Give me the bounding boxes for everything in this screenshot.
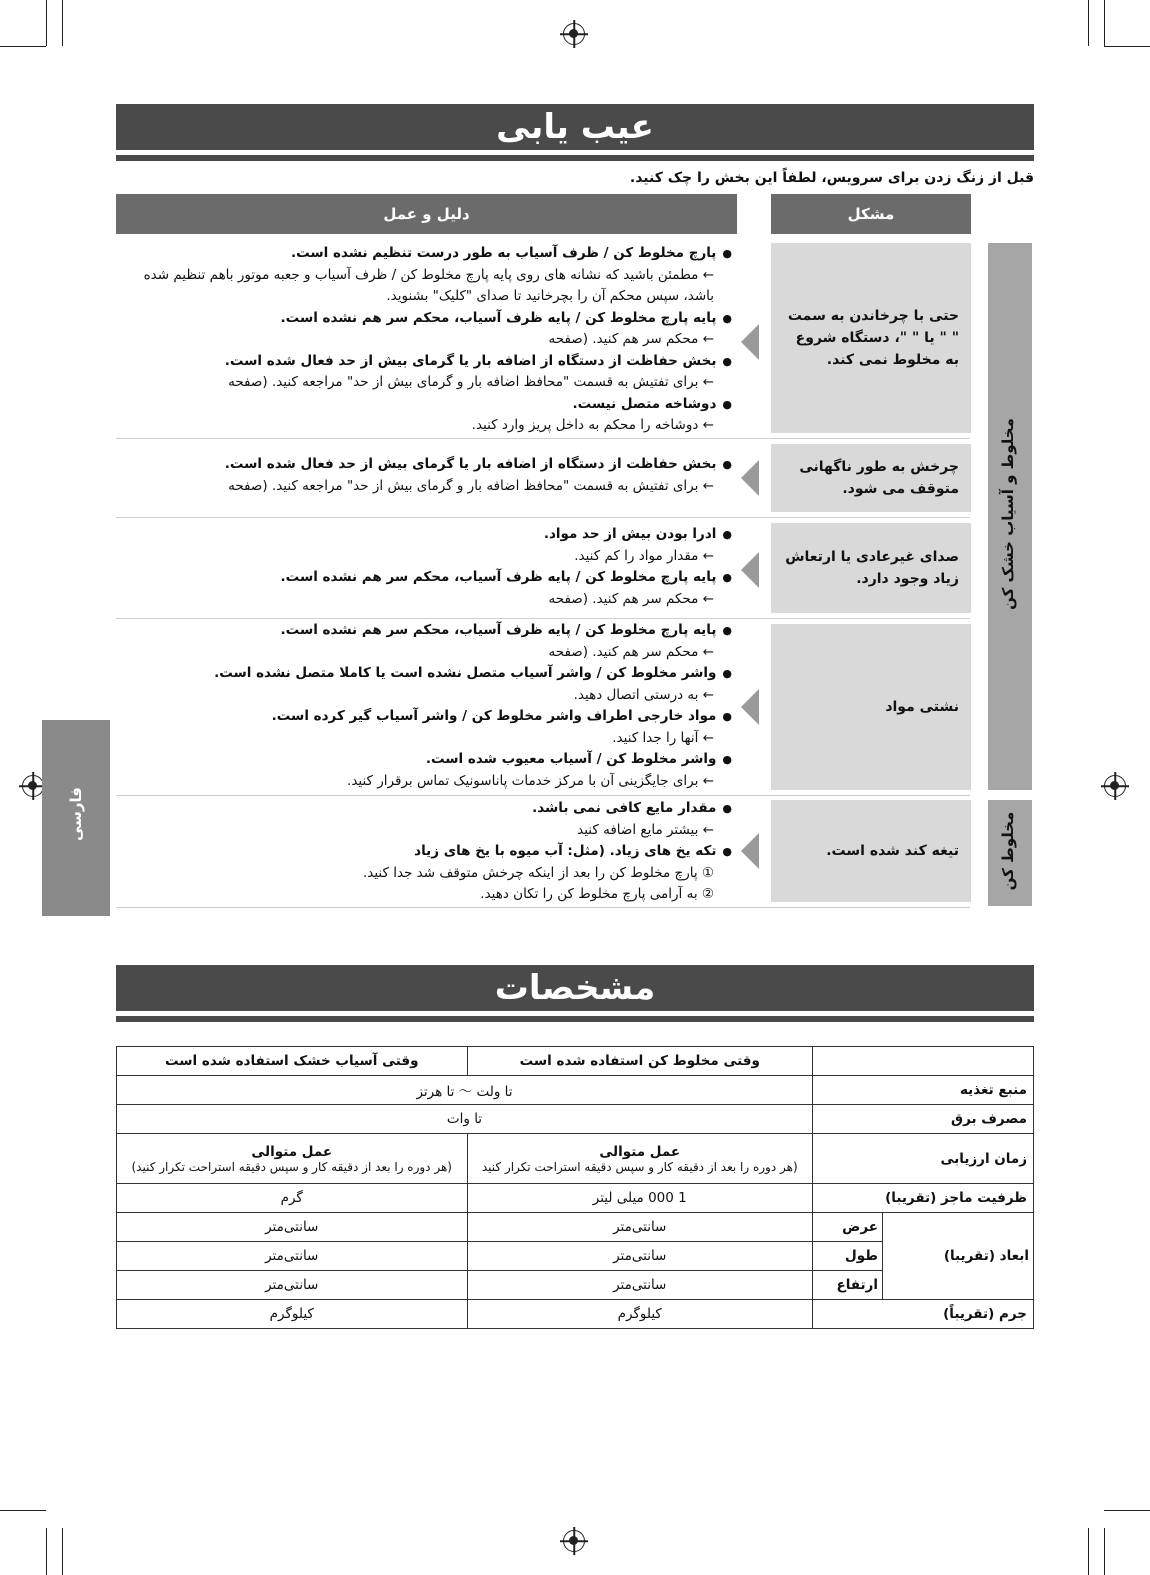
rating-dry-title: عمل متوالی (251, 1143, 333, 1160)
remedy-text: ← مقدار مواد را کم کنید. (118, 546, 732, 568)
cause-text: ● بخش حفاظت از دستگاه از اضافه بار یا گرمای بیش از حد فعال شده است. (118, 351, 732, 373)
height-label: ارتفاع (813, 1271, 883, 1300)
registration-mark-icon (563, 23, 585, 45)
problem-cell: نشتی مواد (771, 624, 971, 790)
dimensions-label: ابعاد (تقریبا) (882, 1213, 1033, 1300)
problem-column-header: مشکل (771, 194, 971, 234)
problem-cell: تیغه کند شده است. (771, 800, 971, 902)
remedy-text: ← برای تفتیش به قسمت "محافظ اضافه بار و گرمای بیش از حد" مراجعه کنید. (صفحه (118, 476, 732, 498)
capacity-dry: گرم (117, 1184, 468, 1213)
arrow-icon (741, 460, 759, 496)
remedy-text: ← به درستی اتصال دهید. (118, 685, 732, 707)
table-row (117, 1300, 1034, 1329)
width-blender: سانتی‌متر (467, 1213, 813, 1242)
col-header-blender: وقتی مخلوط کن استفاده شده است (467, 1047, 813, 1076)
cause-text: ● واشر مخلوط کن / واشر آسیاب متصل نشده است یا کاملا متصل نشده است. (118, 663, 732, 685)
solution-cell (118, 243, 732, 437)
crop-mark (1104, 1510, 1150, 1511)
language-tab (42, 720, 110, 916)
troubleshooting-intro: قبل از زنگ زدن برای سرویس، لطفاً این بخش را چک کنید. (629, 170, 1034, 186)
table-corner (813, 1047, 1034, 1076)
arrow-icon (741, 833, 759, 869)
remedy-text: ← بیشتر مایع اضافه کنید (118, 820, 732, 842)
capacity-blender: 1 000 میلی لیتر (467, 1184, 813, 1213)
crop-mark (46, 1528, 47, 1575)
row-divider (116, 795, 970, 796)
cause-text: ● پایه پارچ مخلوط کن / پایه ظرف آسیاب، محکم سر هم نشده است. (118, 567, 732, 589)
row-divider (116, 517, 970, 518)
solution-cell (118, 454, 732, 497)
remedy-text: ← دوشاخه را محکم به داخل پریز وارد کنید. (118, 415, 732, 437)
problem-cell: صدای غیرعادی یا ارتعاش زیاد وجود دارد. (771, 523, 971, 613)
width-label: عرض (813, 1213, 883, 1242)
rating-blender (467, 1134, 813, 1184)
height-dry: سانتی‌متر (117, 1271, 468, 1300)
problem-cell: چرخش به طور ناگهانی متوقف می شود. (771, 444, 971, 512)
title-underline (116, 155, 1034, 161)
cause-text: ● دوشاخه متصل نیست. (118, 394, 732, 416)
specs-table (116, 1046, 1034, 1329)
weight-dry: کیلوگرم (117, 1300, 468, 1329)
crop-mark (1088, 0, 1089, 46)
cause-text: ● پایه پارچ مخلوط کن / پایه ظرف آسیاب، محکم سر هم نشده است. (118, 308, 732, 330)
group-bar-blend (988, 800, 1032, 906)
registration-mark-icon (1104, 775, 1126, 797)
length-dry: سانتی‌متر (117, 1242, 468, 1271)
row-divider (116, 438, 970, 439)
rating-blender-note: (هر دوره را بعد از دقیقه کار و سپس دقیقه استراحت تکرار کنید (481, 1159, 798, 1174)
length-blender: سانتی‌متر (467, 1242, 813, 1271)
group-bar-dry (988, 243, 1032, 790)
capacity-label: ظرفیت ماجز (تقریبا) (813, 1184, 1034, 1213)
cause-text: ● بخش حفاظت از دستگاه از اضافه بار یا گرمای بیش از حد فعال شده است. (118, 454, 732, 476)
cause-text: ● پارچ مخلوط کن / ظرف آسیاب به طور درست تنظیم نشده است. (118, 243, 732, 265)
cause-text: ● پایه پارچ مخلوط کن / پایه ظرف آسیاب، محکم سر هم نشده است. (118, 620, 732, 642)
table-row (117, 1047, 1034, 1076)
crop-mark (1104, 0, 1105, 46)
cause-text: ● مقدار مایع کافی نمی باشد. (118, 798, 732, 820)
remedy-text: ① پارچ مخلوط کن را بعد از اینکه چرخش متوقف شد جدا کنید. (362, 864, 714, 881)
remedy-text: ← محکم سر هم کنید. (صفحه (118, 589, 732, 611)
rating-label: زمان ارزیابی (813, 1134, 1034, 1184)
remedy-text: ← برای تفتیش به قسمت "محافظ اضافه بار و گرمای بیش از حد" مراجعه کنید. (صفحه (118, 372, 732, 394)
height-blender: سانتی‌متر (467, 1271, 813, 1300)
arrow-icon (741, 324, 759, 360)
rating-blender-title: عمل متوالی (599, 1143, 681, 1160)
power-consumption-label: مصرف برق (813, 1105, 1034, 1134)
power-source-value: تا ولت ～ تا هرتز (117, 1076, 813, 1105)
crop-mark (62, 0, 63, 46)
col-header-dry: وقتی آسیاب خشک استفاده شده است (117, 1047, 468, 1076)
title-underline (116, 1016, 1034, 1022)
power-source-label: منبع تغذیه (813, 1076, 1034, 1105)
table-row (117, 1105, 1034, 1134)
crop-mark (1104, 46, 1150, 47)
crop-mark (62, 1528, 63, 1575)
remedy-text: ← مطمئن باشید که نشانه های روی پایه پارچ مخلوط کن / ظرف آسیاب و جعبه موتور باهم تنظیم شده باشد، سپس محکم آن را بچرخانید تا صدای "کلیک" بشنوید. (118, 265, 732, 308)
solution-cell (118, 620, 732, 792)
crop-mark (0, 1510, 46, 1511)
arrow-icon (741, 552, 759, 588)
remedy-text: ② به آرامی پارچ مخلوط کن را تکان دهید. (480, 886, 714, 902)
rating-dry (117, 1134, 468, 1184)
problem-cell: حتی با چرخاندن به سمت " " یا " "، دستگاه شروع به مخلوط نمی کند. (771, 243, 971, 433)
length-label: طول (813, 1242, 883, 1271)
remedy-text: ← محکم سر هم کنید. (صفحه (118, 642, 732, 664)
power-consumption-value: تا وات (117, 1105, 813, 1134)
cause-text: ● تکه یخ های زیاد. (مثل: آب میوه با یخ های زیاد (118, 841, 732, 863)
troubleshooting-title: عیب یابی (116, 104, 1034, 150)
table-row (117, 1184, 1034, 1213)
solution-cell (118, 524, 732, 610)
table-row (117, 1134, 1034, 1184)
remedy-text: ← برای جایگزینی آن با مرکز خدمات پاناسونیک تماس برقرار کنید. (118, 771, 732, 793)
arrow-icon (741, 689, 759, 725)
rating-dry-note: (هر دوره را بعد از دقیقه کار و سپس دقیقه استراحت تکرار کنید) (131, 1159, 452, 1174)
language-tab-label: فارسی (67, 786, 85, 842)
crop-mark (1088, 1528, 1089, 1575)
cause-text: ● واشر مخلوط کن / آسیاب معیوب شده است. (118, 749, 732, 771)
solution-column-header: دلیل و عمل (116, 194, 737, 234)
table-row (117, 1213, 1034, 1242)
group-label-blend: مخلوط کن (999, 811, 1017, 891)
crop-mark (46, 0, 47, 46)
crop-mark (0, 46, 46, 47)
row-divider (116, 618, 970, 619)
remedy-text: ← آنها را جدا کنید. (118, 728, 732, 750)
solution-cell (118, 798, 732, 906)
specs-title: مشخصات (116, 965, 1034, 1011)
width-dry: سانتی‌متر (117, 1213, 468, 1242)
registration-mark-icon (22, 775, 44, 797)
table-row (117, 1076, 1034, 1105)
row-divider (116, 907, 970, 908)
remedy-text: ← محکم سر هم کنید. (صفحه (118, 329, 732, 351)
weight-label: جرم (تقریباً) (813, 1300, 1034, 1329)
cause-text: ● ادرا بودن بیش از حد مواد. (118, 524, 732, 546)
weight-blender: کیلوگرم (467, 1300, 813, 1329)
cause-text: ● مواد خارجی اطراف واشر مخلوط کن / واشر آسیاب گیر کرده است. (118, 706, 732, 728)
group-label-dry: مخلوط و آسیاب خشک کن (999, 418, 1017, 610)
registration-mark-icon (563, 1530, 585, 1552)
crop-mark (1104, 1528, 1105, 1575)
